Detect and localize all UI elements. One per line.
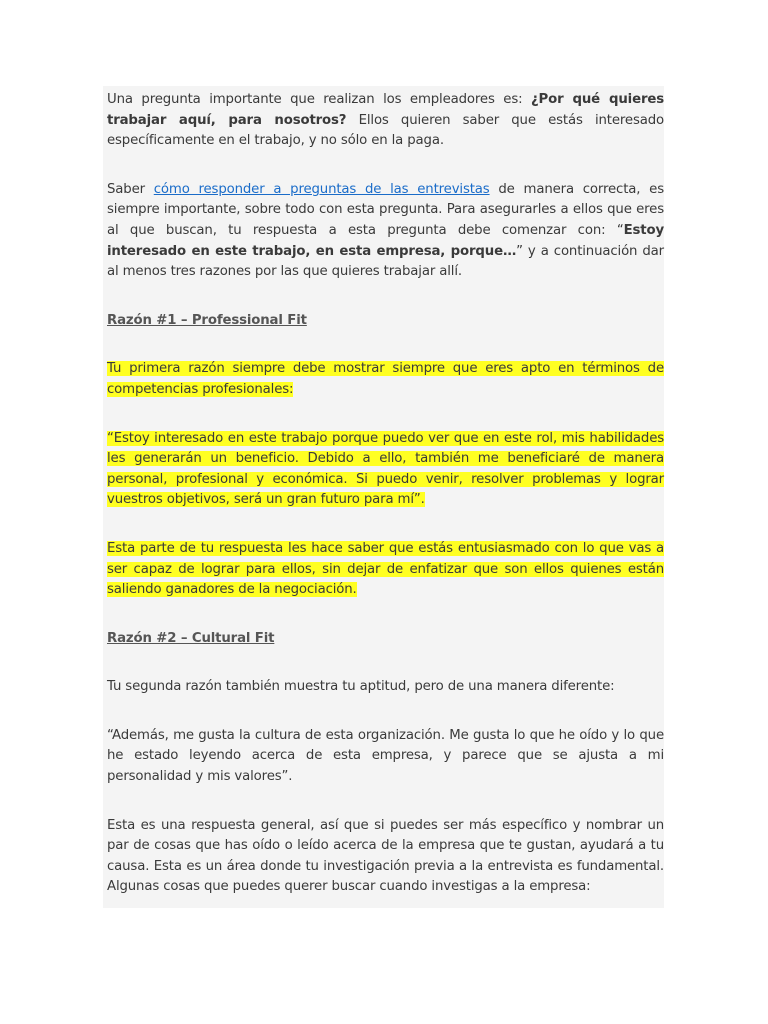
highlighted-text: Esta parte de tu respuesta les hace saber que estás entusiasmado con lo que vas a ser capaz de lograr para ellos, sin dejar de enfatizar que son ellos quienes están saliendo ganadores de la negociación. <box>107 540 664 598</box>
reason-2-explanation: Esta es una respuesta general, así que si puedes ser más específico y nombrar un par de cosas que has oído o leído acerca de la empresa que te gustan, ayudará a tu causa. Esta es un área donde tu investigación previa a la entrevista es fundamental. Algunas cosas que puedes querer buscar cuando investigas a la empresa: <box>107 817 664 895</box>
section-heading-reason-2 <box>107 629 664 650</box>
answer-intro-text: Saber <box>107 181 154 197</box>
reason-2-intro: Tu segunda razón también muestra tu aptitud, pero de una manera diferente: <box>107 679 615 695</box>
heading-text: Razón #1 – Professional Fit <box>107 312 307 328</box>
answer-intro-text-mid: de manera correcta, es siempre importante, sobre todo con esta pregunta. Para asegurarles a ellos que eres al que buscan, tu respuesta a esta pregunta debe comenzar con: “ <box>107 181 664 238</box>
intro-text-end: Ellos quieren saber que estás interesado específicamente en el trabajo, y no sólo en la paga. <box>107 112 664 149</box>
highlighted-text: Tu primera razón siempre debe mostrar siempre que eres apto en términos de competencias profesionales: <box>107 361 664 397</box>
reason-1-explanation <box>107 539 664 601</box>
heading-text: Razón #2 – Cultural Fit <box>107 630 275 646</box>
interview-questions-link[interactable]: cómo responder a preguntas de las entrevistas <box>153 181 490 197</box>
reason-2-quote: “Además, me gusta la cultura de esta organización. Me gusta lo que he oído y lo que he estado leyendo acerca de esta empresa, y parece que se ajusta a mi personalidad y mis valores”. <box>107 727 664 785</box>
reason-1-quote <box>107 429 664 511</box>
intro-text: Una pregunta importante que realizan los empleadores es: <box>107 92 531 107</box>
article-body <box>103 86 664 908</box>
answer-intro-text-end: ” y a continuación dar al menos tres razones por las que quieres trabajar allí. <box>107 243 664 280</box>
intro-paragraph <box>107 90 664 152</box>
intro-question: ¿Por qué quieres trabajar aquí, para nosotros? <box>107 92 664 128</box>
highlighted-quote: “Estoy interesado en este trabajo porque puedo ver que en este rol, mis habilidades les generarán un beneficio. Debido a ello, también me beneficiaré de manera personal, profesional y económica. Si puedo venir, resolver problemas y lograr vuestros objetivos, será un gran futuro para mí”. <box>107 430 664 508</box>
reason-1-intro <box>107 359 664 400</box>
answer-intro-paragraph <box>107 180 664 283</box>
section-heading-reason-1 <box>107 311 664 332</box>
answer-phrase: Estoy interesado en este trabajo, en esta empresa, porque… <box>107 222 664 259</box>
